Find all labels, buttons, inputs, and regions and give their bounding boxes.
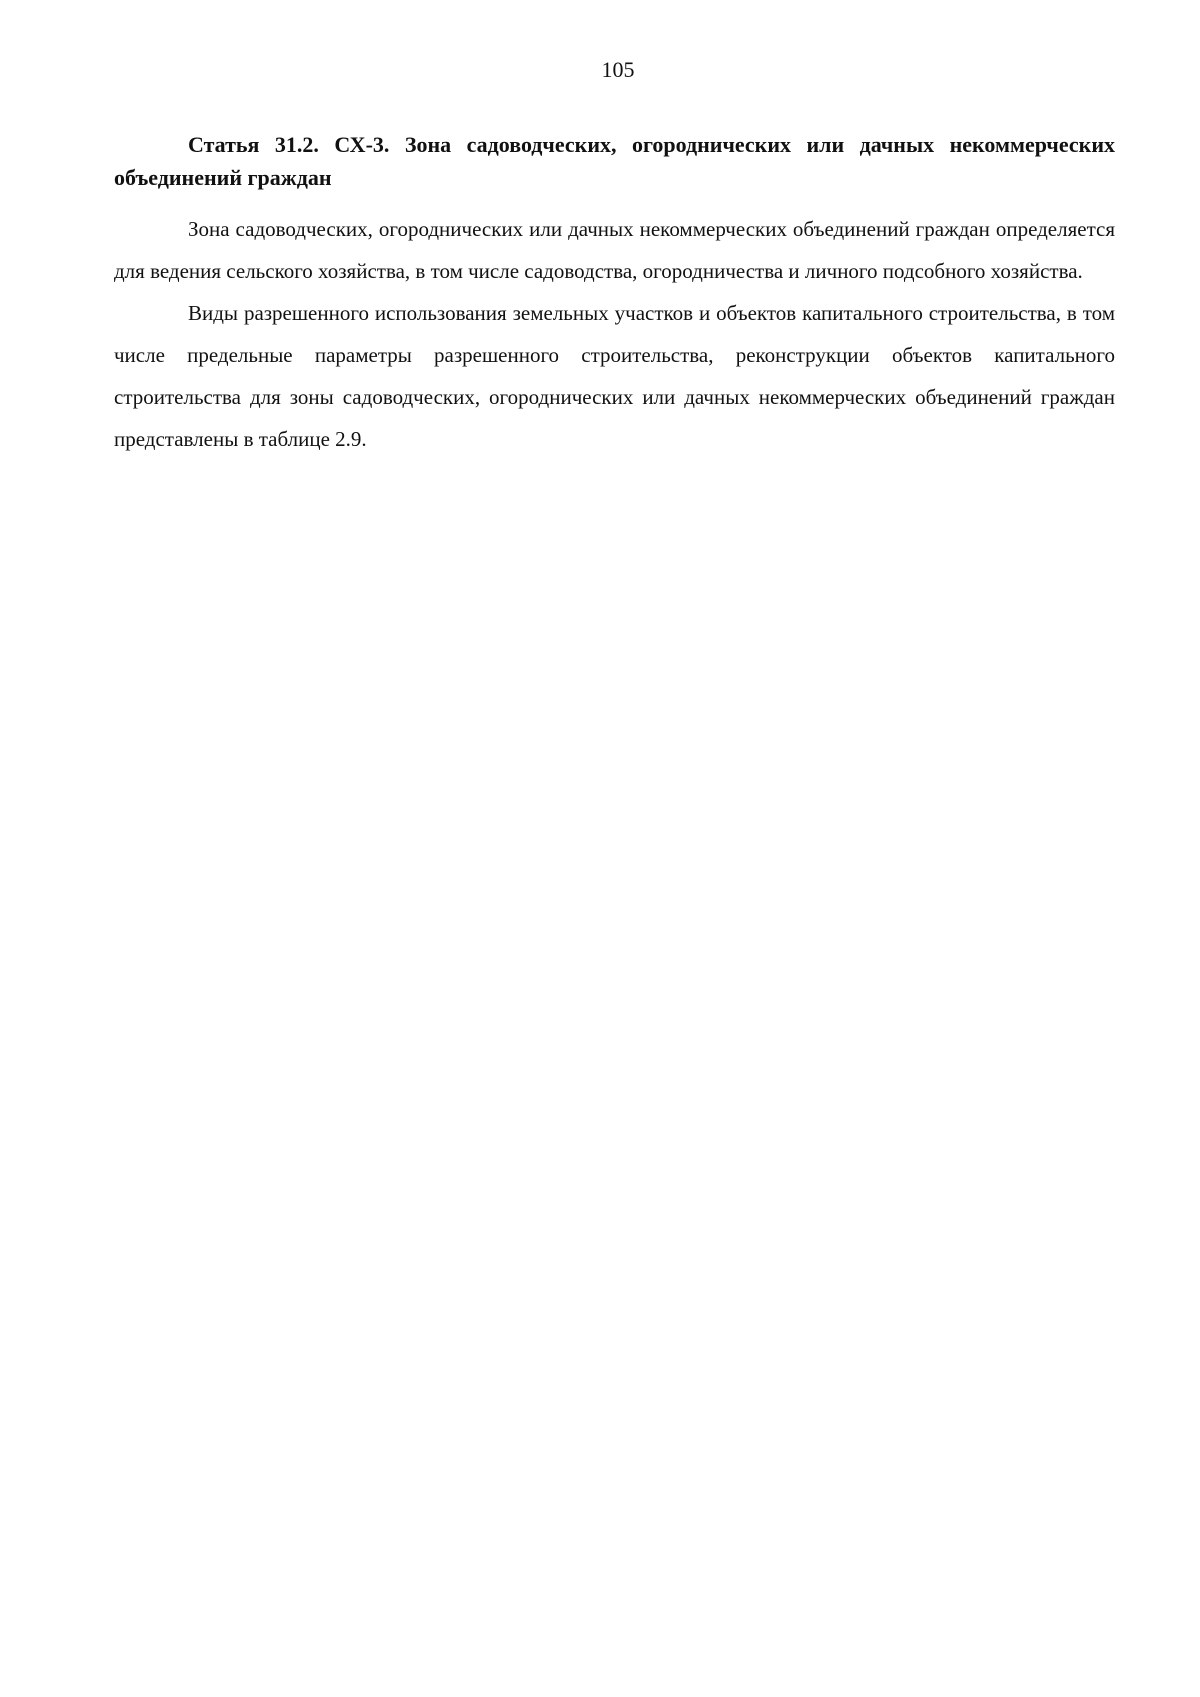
paragraph-permitted-uses: Виды разрешенного использования земельных участков и объектов капитального строительства, в том числе предельные параметры разрешенного строительства, реконструкции объектов капитального строительства для зоны садоводческих, огороднических или дачных некоммерческих объединений граждан представлены в таблице 2.9. bbox=[114, 301, 1115, 451]
article-body bbox=[114, 128, 1115, 460]
paragraph-zone-definition: Зона садоводческих, огороднических или дачных некоммерческих объединений граждан определяется для ведения сельского хозяйства, в том числе садоводства, огородничества и личного подсобного хозяйства. bbox=[114, 217, 1115, 283]
page-number: 105 bbox=[601, 57, 635, 82]
article-heading: Статья 31.2. СХ-3. Зона садоводческих, огороднических или дачных некоммерческих объединений граждан bbox=[114, 132, 1115, 190]
